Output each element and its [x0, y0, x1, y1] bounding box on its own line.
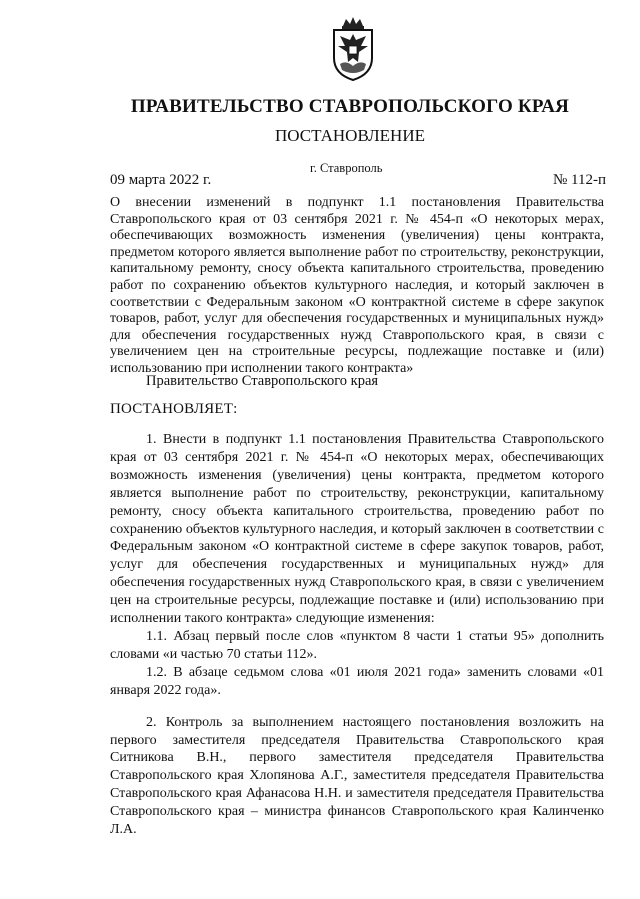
government-title: ПРАВИТЕЛЬСТВО СТАВРОПОЛЬСКОГО КРАЯ — [130, 96, 570, 117]
document-city: г. Ставрополь — [310, 161, 383, 175]
paragraph-1: 1. Внести в подпункт 1.1 постановления Правительства Ставропольского края от 03 сентября 2021 г. № 454-п «О некоторых мерах, обеспечивающих возможность изменения (увеличения) цены контракта, предметом которого является выполнение работ по строительству, реконструкции, капитальному ремонту, сносу объекта капитального строительства, проведению работ по сохранению объектов культурного наследия, и который заключен в соответствии с Федеральным законом «О контрактной системе в сфере закупок товаров, работ, услуг для обеспечения государственных и муниципальных нужд» для обеспечения государственных нужд Ставропольского края, в связи с увеличением цен на строительные ресурсы, подлежащие поставке и (или) использованию при исполнении такого контракта» следующие изменения: — [110, 432, 604, 627]
paragraph-1-1: 1.1. Абзац первый после слов «пунктом 8 части 1 статьи 95» дополнить словами «и частью 70 статьи 112». — [110, 628, 604, 662]
document-body — [110, 431, 604, 839]
document-subject: О внесении изменений в подпункт 1.1 постановления Правительства Ставропольского края от 03 сентября 2021 г. № 454-п «О некоторых мерах, обеспечивающих возможность изменения (увеличения) цены контракта, предметом которого является выполнение работ по строительству, реконструкции, капитальному ремонту, сносу объекта капитального строительства, проведению работ по сохранению объектов культурного наследия, и который заключен в соответствии с Федеральным законом «О контрактной системе в сфере закупок товаров, работ, услуг для обеспечения государственных и муниципальных нужд» для обеспечения государственных нужд Ставропольского края, в связи с увеличением цен на строительные ресурсы, подлежащие поставке и (или) использованию при исполнении такого контракта» — [110, 195, 604, 376]
preamble: Правительство Ставропольского края — [146, 373, 379, 389]
decree-word: ПОСТАНОВЛЯЕТ: — [110, 401, 238, 417]
document-date: 09 марта 2022 г. — [110, 172, 212, 188]
coat-of-arms-icon — [328, 16, 378, 82]
document-number: № 112-п — [553, 172, 607, 188]
document-type: ПОСТАНОВЛЕНИЕ — [274, 126, 425, 145]
paragraph-2: 2. Контроль за выполнением настоящего постановления возложить на первого заместителя председателя Правительства Ставропольского края Ситникова В.Н., первого заместителя председателя Правительства Ставропольского края Хлопянова А.Г., заместителя председателя Правительства Ставропольского края Афанасова Н.Н. и заместителя председателя Правительства Ставропольского края – министра финансов Ставропольского края Калинченко Л.А. — [110, 714, 604, 838]
paragraph-1-2: 1.2. В абзаце седьмом слова «01 июля 2021 года» заменить словами «01 января 2022 года». — [110, 664, 604, 698]
